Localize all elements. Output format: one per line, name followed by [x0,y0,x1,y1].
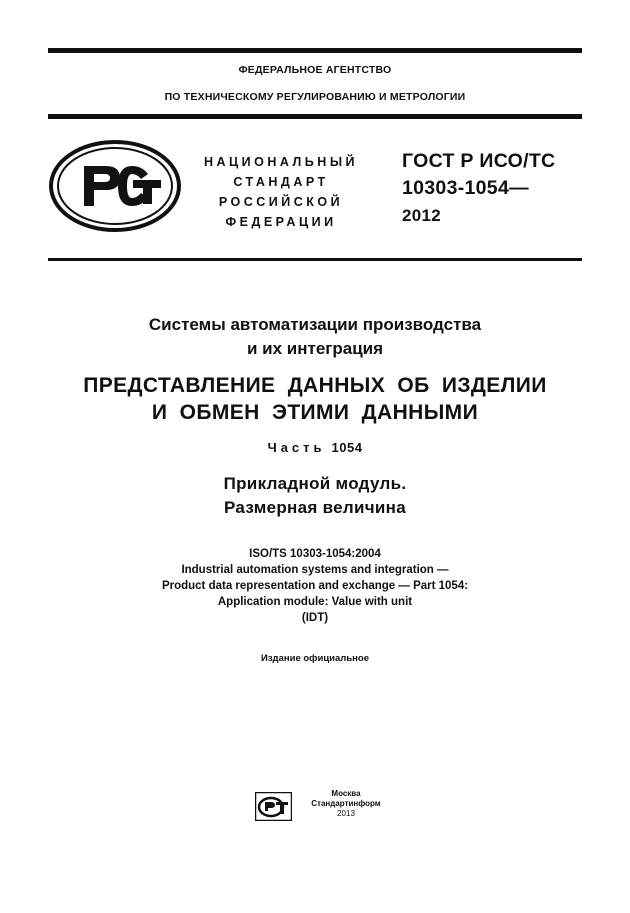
publisher-year: 2013 [337,809,355,818]
designation-line-2: 10303-1054— [402,177,529,199]
module-line-1: Прикладной модуль. [223,474,407,493]
iso-reference [48,546,582,626]
part-number: 1054 [331,440,363,455]
iso-line: Industrial automation systems and integration — [181,564,449,576]
header-bottom-rule [48,114,582,119]
edition-note: Издание официальное [261,653,369,664]
part-label [48,440,582,455]
main-title-line-1: ПРЕДСТАВЛЕНИЕ ДАННЫХ ОБ ИЗДЕЛИИ [83,374,547,397]
subtitle-line-2: и их интеграция [246,339,384,358]
gost-r-logo-icon [48,140,182,232]
main-title [48,372,582,426]
iso-line: Application module: Value with unit [217,596,413,608]
main-title-line-2: И ОБМЕН ЭТИМИ ДАННЫМИ [151,401,479,424]
part-word: Часть [267,440,326,455]
standard-designation [402,148,582,229]
module-title [48,472,582,520]
standard-kind-line: СТАНДАРТ [233,175,329,189]
agency-line-1: ФЕДЕРАЛЬНОЕ АГЕНТСТВО [238,64,392,76]
standard-kind-line: РОССИЙСКОЙ [218,195,344,209]
iso-line: ISO/TS 10303-1054:2004 [249,548,381,560]
publisher-name: Стандартинформ [311,799,381,808]
iso-line: Product data representation and exchange — Part 1054: [161,580,469,592]
standard-kind-line: ФЕДЕРАЦИИ [225,215,337,229]
agency-line-2: ПО ТЕХНИЧЕСКОМУ РЕГУЛИРОВАНИЮ И МЕТРОЛОГИИ [164,91,466,103]
publisher-info [296,789,396,819]
standard-kind-line: НАЦИОНАЛЬНЫЙ [203,155,359,169]
iso-line: (IDT) [301,612,329,624]
subtitle [48,313,582,361]
module-line-2: Размерная величина [224,498,406,517]
top-rule [48,48,582,53]
subtitle-line-1: Системы автоматизации производства [148,315,482,334]
section-rule [48,258,582,261]
publisher-city: Москва [331,789,361,798]
standartinform-logo-icon [255,792,292,821]
designation-year: 2012 [402,206,442,225]
designation-line-1: ГОСТ Р ИСО/ТС [402,150,556,172]
standard-kind [192,152,370,232]
